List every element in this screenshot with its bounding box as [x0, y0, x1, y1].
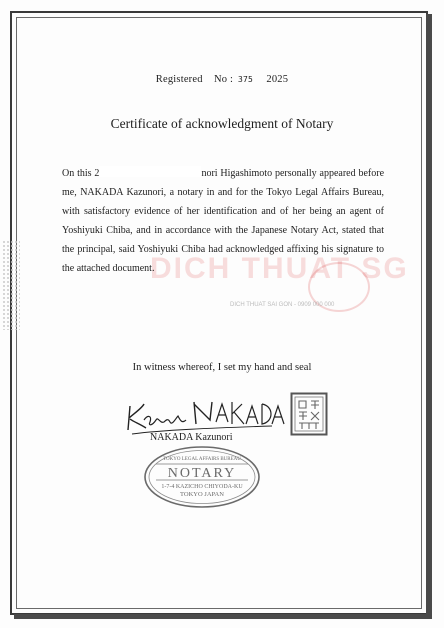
body-paragraph: appeared before me, NAKADA Kazunori, a notary in and for the Tokyo Legal Affairs Bureau, with satisfactory evidence of her identification and of her being an agent of Yoshiyuki Chiba, and in accordance with the Japanese Notary Act, stated that the principal, said Yoshiyuki Chiba had acknowledged affixing his signature to the attached document.	[62, 168, 385, 274]
acknowledgment-text	[62, 164, 384, 278]
scan-dots	[2, 240, 20, 330]
border-shadow-bottom	[14, 614, 432, 619]
registered-label: Registered	[155, 74, 203, 85]
registration-line	[0, 74, 444, 85]
notary-stamp-icon	[142, 444, 262, 510]
personal-seal-icon	[290, 392, 328, 436]
page-title: Certificate of acknowledgment of Notary	[110, 116, 334, 131]
border-shadow-right	[426, 14, 432, 618]
registration-year: 2025	[266, 74, 289, 85]
inner-border	[16, 17, 422, 609]
no-label: No :	[214, 74, 234, 85]
stamp-line1: TOKYO LEGAL AFFAIRS BUREAU	[163, 457, 241, 462]
stamp-line4: TOKYO JAPAN	[180, 491, 224, 498]
printed-name: NAKADA Kazunori	[150, 432, 233, 443]
body-line1-end: nori Higashimoto personally	[201, 168, 317, 179]
redacted-area	[99, 166, 201, 177]
stamp-line2: NOTARY	[167, 466, 237, 481]
registration-number: 375	[238, 75, 254, 84]
witness-statement: In witness whereof, I set my hand and seal	[132, 362, 312, 373]
body-line1-start: On this 2	[62, 168, 100, 179]
watermark-text: DICH THUAT SG	[150, 252, 409, 285]
watermark-subtext: DICH THUAT SAI GON - 0909 000 000	[230, 302, 335, 308]
stamp-line3: 1-7-4 KAZICHO CHIYODA-KU	[161, 484, 243, 490]
